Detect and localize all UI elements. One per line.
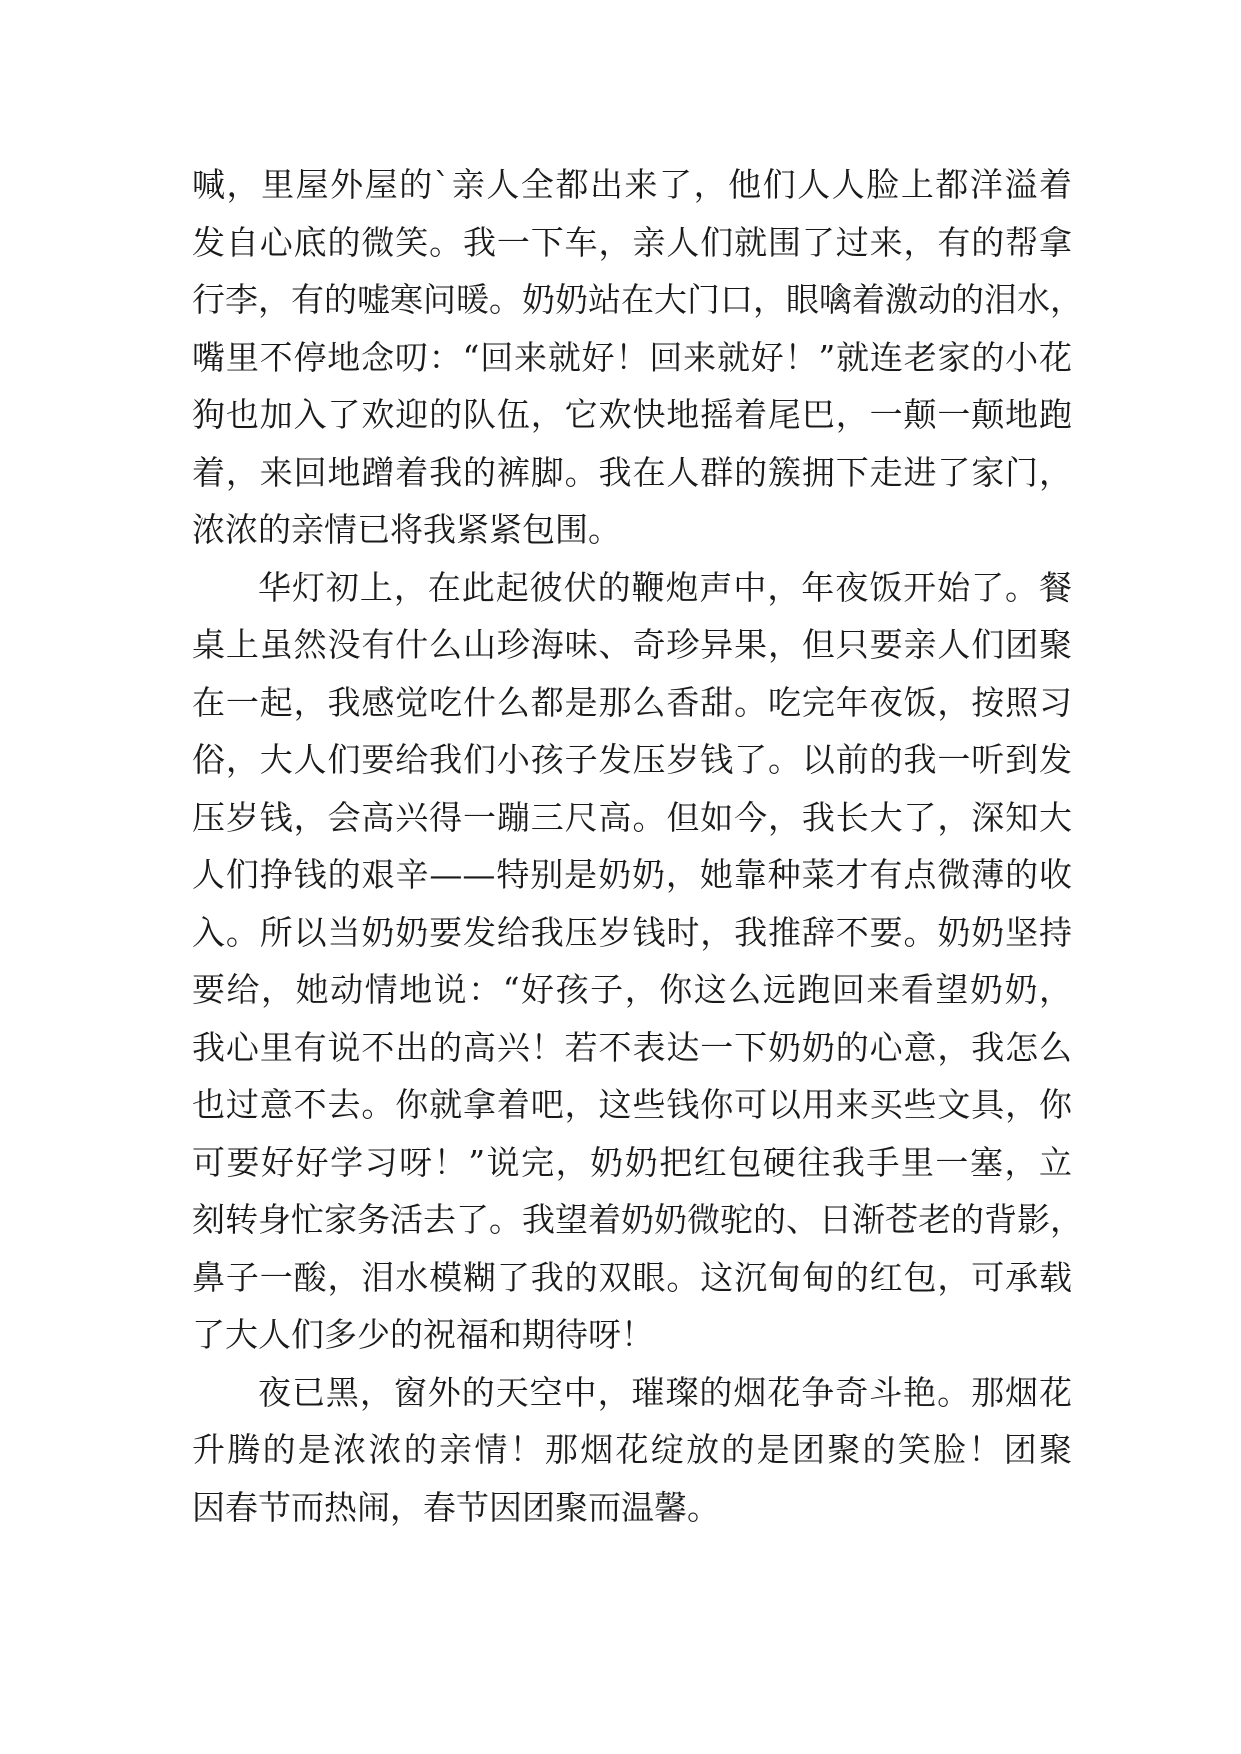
text-line: 行李，有的嘘寒问暖。奶奶站在大门口，眼噙着激动的泪水， (192, 280, 1083, 319)
text-line: 夜已黑，窗外的天空中，璀璨的烟花争奇斗艳。那烟花 (258, 1372, 1072, 1412)
essay-body (192, 156, 1083, 1536)
text-line: 鼻子一酸，泪水模糊了我的双眼。这沉甸甸的红包，可承载 (192, 1257, 1072, 1297)
paragraph (192, 559, 1083, 1364)
text-line: 俗，大人们要给我们小孩子发压岁钱了。以前的我一听到发 (192, 740, 1072, 779)
text-line: 喊，里屋外屋的`亲人全都出来了，他们人人脸上都洋溢着 (192, 165, 1072, 204)
text-line: 在一起，我感觉吃什么都是那么香甜。吃完年夜饭，按照习 (192, 682, 1072, 722)
text-line: 人们挣钱的艰辛——特别是奶奶，她靠种菜才有点微薄的收 (192, 855, 1072, 894)
text-line: 桌上虽然没有什么山珍海味、奇珍异果，但只要亲人们团聚 (192, 625, 1072, 664)
text-line: 刻转身忙家务活去了。我望着奶奶微驼的、日渐苍老的背影， (192, 1200, 1083, 1239)
paragraph (192, 156, 1083, 559)
text-line: 嘴里不停地念叨：“回来就好！回来就好！”就连老家的小花 (192, 337, 1072, 377)
text-line: 狗也加入了欢迎的队伍，它欢快地摇着尾巴，一颠一颠地跑 (192, 395, 1072, 434)
text-line: 也过意不去。你就拿着吧，这些钱你可以用来买些文具，你 (192, 1085, 1072, 1124)
paragraph (192, 1364, 1072, 1537)
text-line: 了大人们多少的祝福和期待呀！ (192, 1315, 654, 1354)
text-line: 华灯初上，在此起彼伏的鞭炮声中，年夜饭开始了。餐 (258, 567, 1072, 607)
text-line: 着，来回地蹭着我的裤脚。我在人群的簇拥下走进了家门， (192, 452, 1072, 492)
text-line: 压岁钱，会高兴得一蹦三尺高。但如今，我长大了，深知大 (192, 797, 1072, 837)
text-line: 因春节而热闹，春节因团聚而温馨。 (192, 1487, 720, 1527)
text-line: 入。所以当奶奶要发给我压岁钱时，我推辞不要。奶奶坚持 (192, 912, 1072, 952)
text-line: 可要好好学习呀！”说完，奶奶把红包硬往我手里一塞，立 (192, 1142, 1072, 1182)
text-line: 要给，她动情地说：“好孩子，你这么远跑回来看望奶奶， (192, 970, 1072, 1009)
text-line: 浓浓的亲情已将我紧紧包围。 (192, 510, 621, 549)
text-line: 升腾的是浓浓的亲情！那烟花绽放的是团聚的笑脸！团聚 (192, 1430, 1072, 1469)
text-line: 我心里有说不出的高兴！若不表达一下奶奶的心意，我怎么 (192, 1027, 1072, 1067)
text-line: 发自心底的微笑。我一下车，亲人们就围了过来，有的帮拿 (192, 222, 1072, 262)
